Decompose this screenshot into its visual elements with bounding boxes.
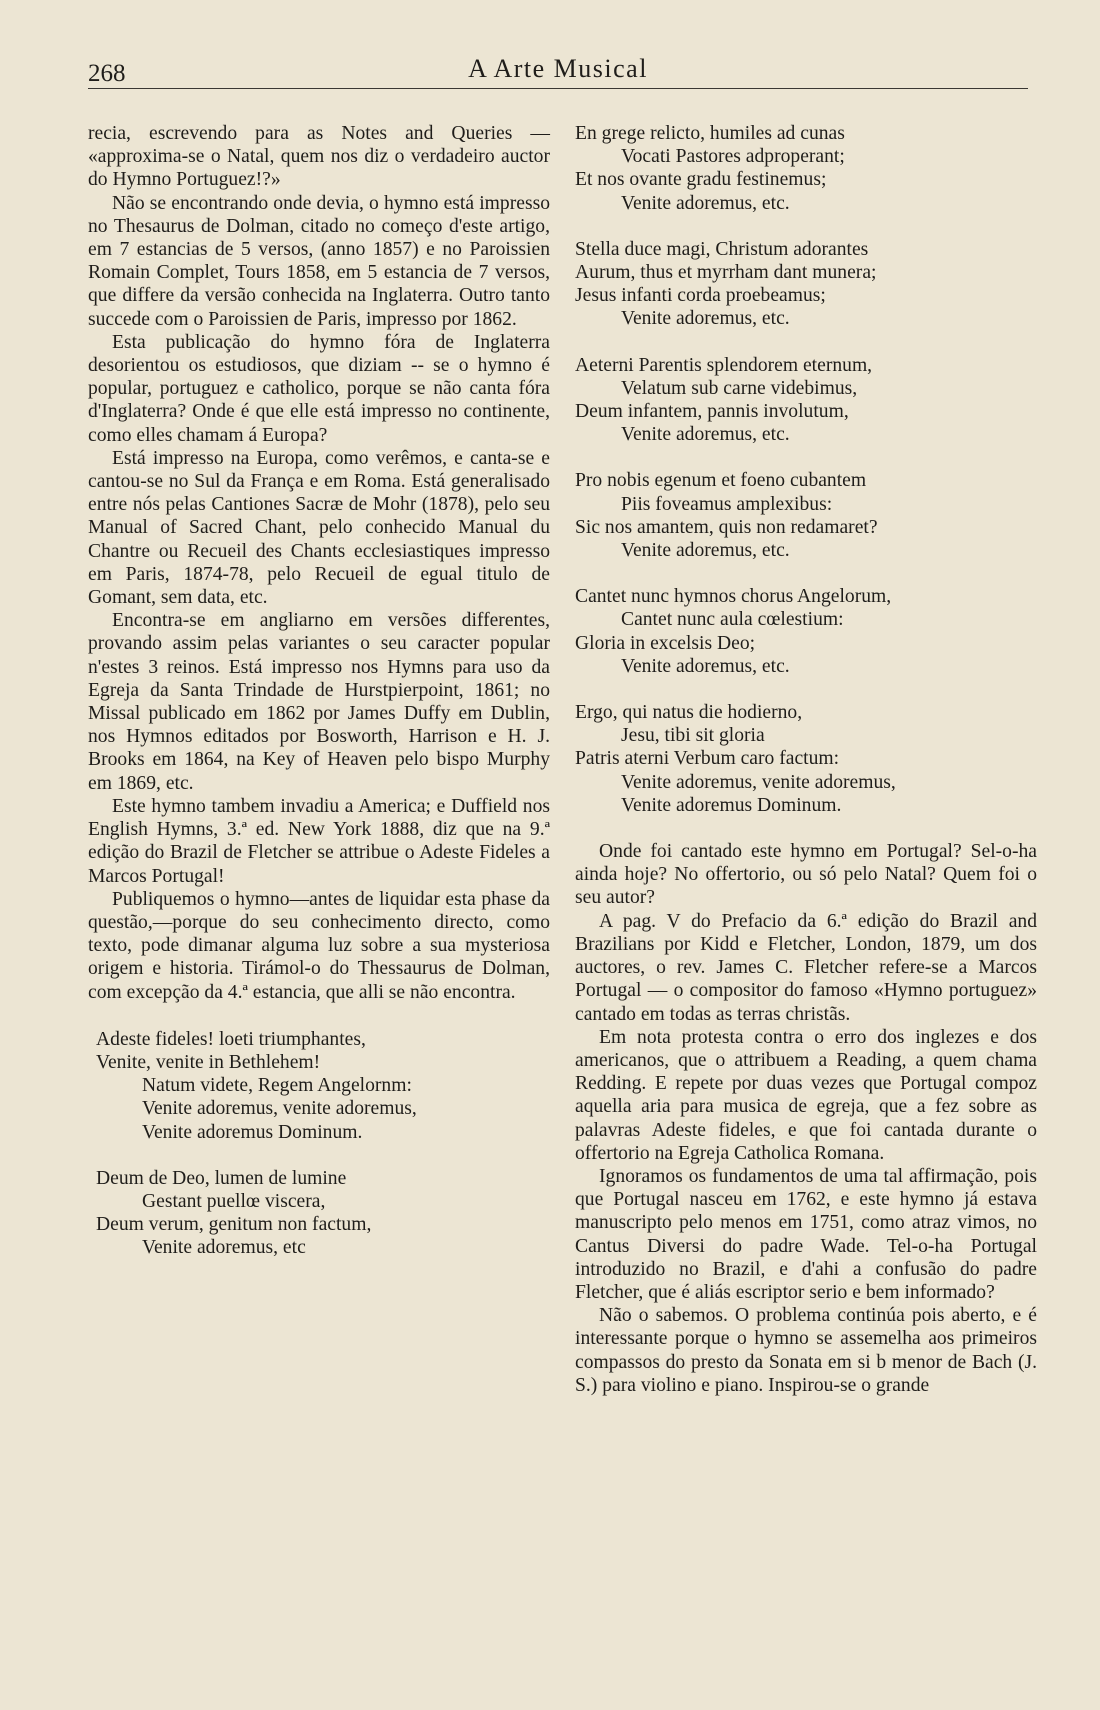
paragraph: Não o sabemos. O problema continúa pois aberto, e é interessante porque o hymno se assemelha aos primeiros compassos do presto da Sonata em si b menor de Bach (J. S.) para violino e piano. Inspirou-se o grande: [575, 1305, 1037, 1396]
paragraph: Onde foi cantado este hymno em Portugal? Sel-o-ha ainda hoje? No offertorio, ou só pelo Natal? Quem foi o seu autor?: [575, 841, 1037, 909]
verse-line: Pro nobis egenum et foeno cubantem: [575, 470, 867, 492]
verse-line: Venite adoremus, etc: [142, 1237, 306, 1259]
verse-line: Venite adoremus, venite adoremus,: [142, 1098, 417, 1120]
left-column: [88, 122, 550, 1283]
verse-line: Natum videte, Regem Angelornm:: [142, 1075, 412, 1097]
verse-line: Adeste fideles! loeti triumphantes,: [96, 1028, 366, 1050]
hymn-stanza: [575, 585, 1037, 678]
paragraph: Está impresso na Europa, como verêmos, e canta-se e cantou-se no Sul da França e em Roma. Está generalisado entre nós pelas Cantiones Sacræ de Mohr (1878), pelo seu Manual of Sacred Chant, pelo conhecido Manual du Chantre ou Recueil des Chants ecclesiastiques impresso em Paris, 1874-78, pelo Recueil de egual titulo de Gomant, sem data, etc.: [88, 447, 550, 609]
verse-line: Venite adoremus, etc.: [621, 424, 790, 446]
hymn-stanza: [575, 469, 1037, 562]
verse-line: Gloria in excelsis Deo;: [575, 632, 756, 654]
header-rule: [88, 88, 1028, 89]
verse-line: Stella duce magi, Christum adorantes: [575, 238, 869, 260]
right-column: [575, 122, 1037, 1397]
paragraph: Este hymno tambem invadiu a America; e Duffield nos English Hymns, 3.ª ed. New York 1888, diz que na 9.ª edição do Brazil de Fletcher se attribue o Adeste Fideles a Marcos Portugal!: [88, 795, 550, 887]
verse-line: Deum de Deo, lumen de lumine: [96, 1167, 347, 1189]
verse-line: Deum verum, genitum non factum,: [96, 1214, 372, 1236]
verse-line: Venite adoremus Dominum.: [142, 1121, 363, 1143]
running-title: A Arte Musical: [468, 54, 648, 83]
verse-line: Venite adoremus, etc.: [621, 655, 790, 677]
paragraph: A pag. V do Prefacio da 6.ª edição do Brazil and Brazilians por Kidd e Fletcher, London, 1879, um dos auctores, o rev. James C. Fletcher refere-se a Marcos Portugal — o compositor do famoso «Hymno portuguez» cantado em todas as terras christãs.: [575, 910, 1037, 1025]
hymn-stanza: [96, 1028, 550, 1144]
verse-line: Venite, venite in Bethlehem!: [96, 1051, 321, 1073]
hymn-stanza: [575, 354, 1037, 447]
paragraph: Ignoramos os fundamentos de uma tal affirmação, pois que Portugal nasceu em 1762, e este hymno já estava manuscripto pelo menos em 1751, como atraz vimos, no Cantus Diversi do padre Wade. Tel-o-ha Portugal introduzido no Brazil, e d'ahi a confusão do padre Fletcher, que é aliás escriptor serio e bem informado?: [575, 1165, 1037, 1303]
verse-line: Cantet nunc aula cœlestium:: [621, 609, 844, 631]
verse-line: Venite adoremus, etc.: [621, 308, 790, 330]
paragraph: Não se encontrando onde devia, o hymno está impresso no Thesaurus de Dolman, citado no começo d'este artigo, em 7 estancias de 5 versos, (anno 1857) e no Paroissien Romain Complet, Tours 1858, em 5 estancia de 7 versos, que differe da versão conhecida na Inglaterra. Outro tanto succede com o Paroissien de Paris, impresso por 1862.: [88, 192, 550, 330]
hymn-stanza: [575, 701, 1037, 817]
verse-line: Piis foveamus amplexibus:: [621, 493, 833, 515]
paragraph: Publiquemos o hymno—antes de liquidar esta phase da questão,—porque do seu conhecimento directo, como texto, pode dimanar alguma luz sobre a sua mysteriosa origem e historia. Tirámol-o do Thessaurus de Dolman, com excepção da 4.ª estancia, que alli se não encontra.: [88, 888, 550, 1003]
verse-line: Et nos ovante gradu festinemus;: [575, 169, 827, 191]
page-number: 268: [88, 60, 126, 87]
hymn-stanza: [575, 238, 1037, 331]
verse-line: Patris aterni Verbum caro factum:: [575, 748, 840, 770]
paragraph: Esta publicação do hymno fóra de Inglaterra desorientou os estudiosos, que diziam -- se o hymno é popular, portuguez e catholico, porque se não canta fóra d'Inglaterra? Onde é que elle está impresso no continente, como elles chamam á Europa?: [88, 331, 550, 446]
hymn-stanza: [96, 1167, 550, 1260]
verse-line: En grege relicto, humiles ad cunas: [575, 123, 845, 144]
paragraph: recia, escrevendo para as Notes and Queries — «approxima-se o Natal, quem nos diz o verdadeiro auctor do Hymno Portuguez!?»: [88, 123, 550, 191]
verse-line: Venite adoremus, etc.: [621, 540, 790, 562]
verse-line: Aeterni Parentis splendorem eternum,: [575, 354, 873, 376]
verse-line: Jesu, tibi sit gloria: [621, 725, 765, 747]
verse-line: Velatum sub carne videbimus,: [621, 377, 858, 399]
verse-line: Gestant puellœ viscera,: [142, 1190, 326, 1212]
verse-line: Aurum, thus et myrrham dant munera;: [575, 262, 877, 284]
verse-line: Venite adoremus Dominum.: [621, 794, 842, 816]
verse-line: Vocati Pastores adproperant;: [621, 146, 845, 168]
paragraph: Encontra-se em angliarno em versões differentes, provando assim pelas variantes o seu caracter popular n'estes 3 reinos. Está impresso nos Hymns para uso da Egreja da Santa Trindade de Hurstpierpoint, 1861; no Missal publicado em 1862 por James Duffy em Dublin, nos Hymnos editados por Bosworth, Harrison e H. J. Brooks em 1864, na Key of Heaven pelo bispo Murphy em 1869, etc.: [88, 610, 550, 794]
verse-line: Sic nos amantem, quis non redamaret?: [575, 516, 878, 538]
verse-line: Cantet nunc hymnos chorus Angelorum,: [575, 586, 892, 608]
hymn-stanza: [575, 122, 1037, 215]
verse-line: Ergo, qui natus die hodierno,: [575, 702, 803, 724]
verse-line: Venite adoremus, etc.: [621, 192, 790, 214]
verse-line: Jesus infanti corda proebeamus;: [575, 285, 826, 307]
verse-line: Deum infantem, pannis involutum,: [575, 401, 849, 423]
verse-line: Venite adoremus, venite adoremus,: [621, 771, 896, 793]
paragraph: Em nota protesta contra o erro dos inglezes e dos americanos, que o attribuem a Reading, a quem chama Redding. E repete por duas vezes que Portugal compoz aquella aria para musica de egreja, que a fez sobre as palavras Adeste fideles, e que foi cantada durante o offertorio na Egreja Catholica Romana.: [575, 1026, 1037, 1164]
